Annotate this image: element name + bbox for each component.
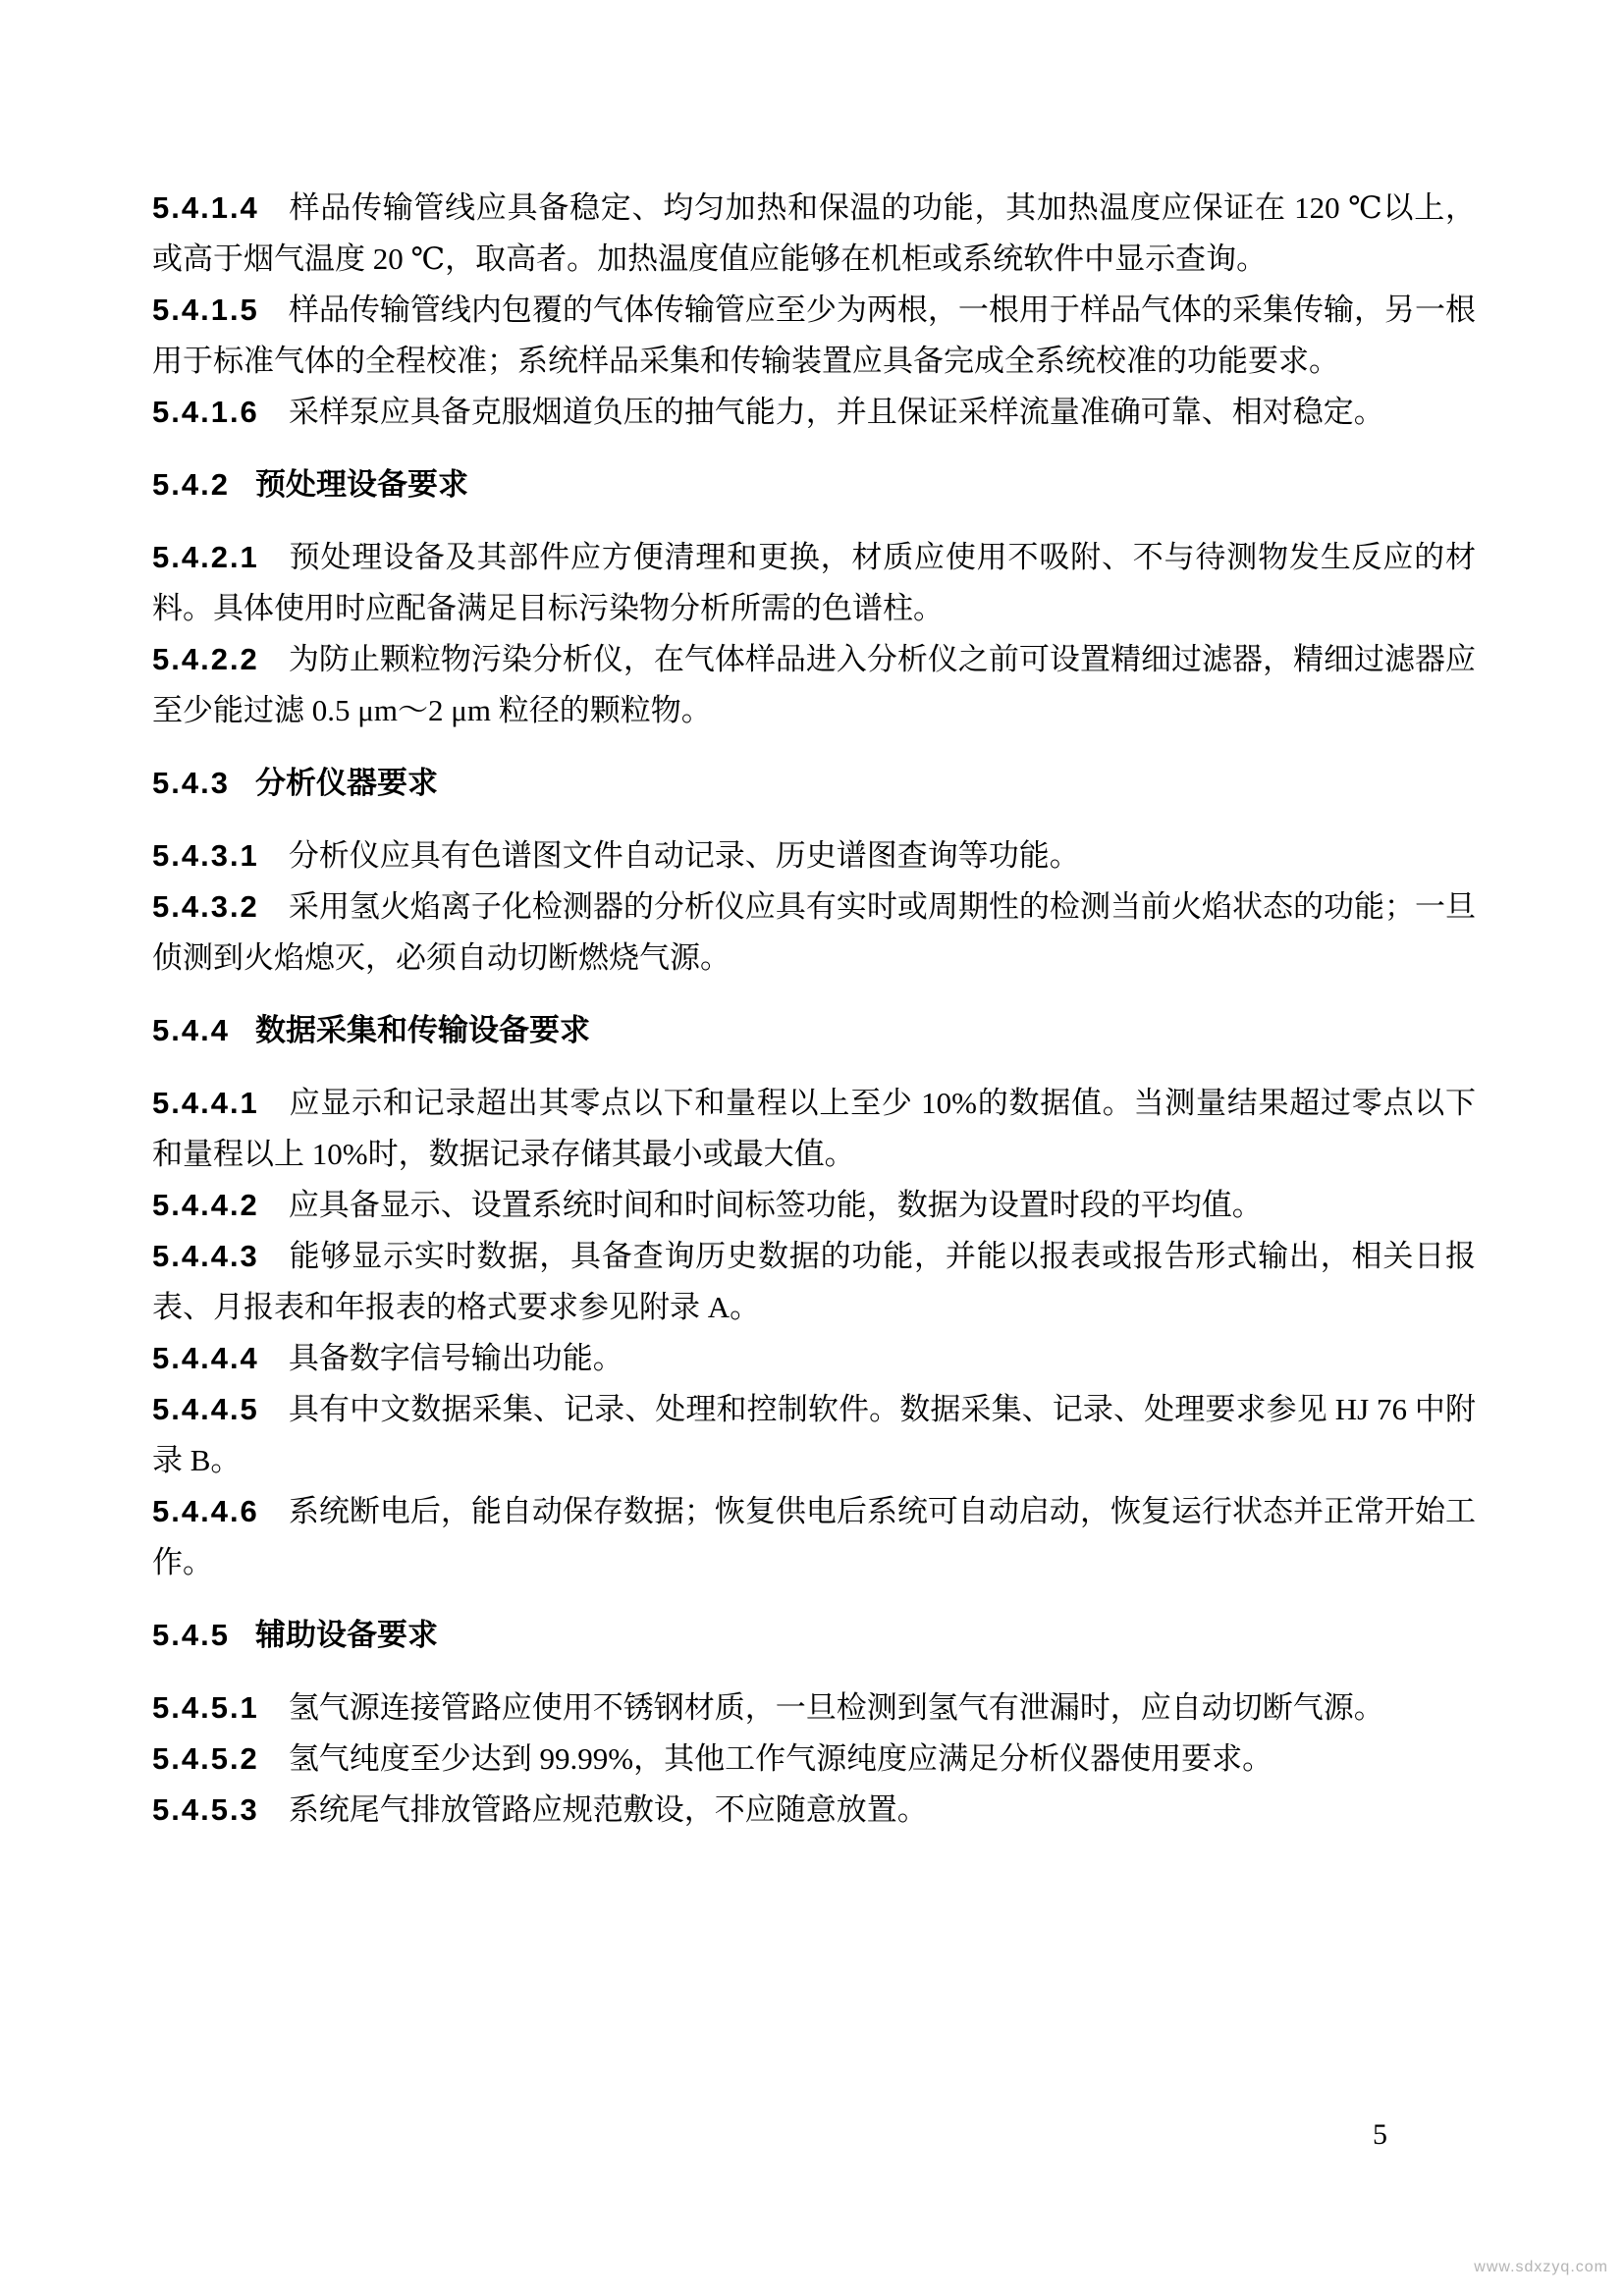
clause-number: 5.4.4.2 xyxy=(152,1188,259,1222)
clause-text: 为防止颗粒物污染分析仪，在气体样品进入分析仪之前可设置精细过滤器，精细过滤器应至少能过滤 0.5 μm～2 μm 粒径的颗粒物。 xyxy=(152,642,1476,727)
clause-number: 5.4.1.5 xyxy=(152,293,259,327)
section-heading-5-4-2 xyxy=(152,459,1476,510)
clause-5-4-3-2 xyxy=(152,881,1476,984)
clause-5-4-1-4 xyxy=(152,183,1476,285)
clause-text: 预处理设备及其部件应方便清理和更换，材质应使用不吸附、不与待测物发生反应的材料。具体使用时应配备满足目标污染物分析所需的色谱柱。 xyxy=(152,540,1476,625)
clause-5-4-4-3 xyxy=(152,1231,1476,1333)
clause-5-4-3-1 xyxy=(152,830,1476,881)
clause-text: 样品传输管线应具备稳定、均匀加热和保温的功能，其加热温度应保证在 120 ℃以上，或高于烟气温度 20 ℃，取高者。加热温度值应能够在机柜或系统软件中显示查询。 xyxy=(152,190,1476,276)
clause-text: 应具备显示、设置系统时间和时间标签功能，数据为设置时段的平均值。 xyxy=(288,1188,1263,1222)
section-heading-5-4-5 xyxy=(152,1610,1476,1661)
clause-text: 样品传输管线内包覆的气体传输管应至少为两根，一根用于样品气体的采集传输，另一根用于标准气体的全程校准；系统样品采集和传输装置应具备完成全系统校准的功能要求。 xyxy=(152,293,1476,378)
clause-number: 5.4.4.1 xyxy=(152,1086,259,1120)
heading-number: 5.4.5 xyxy=(152,1618,230,1652)
clause-number: 5.4.4.6 xyxy=(152,1494,259,1528)
heading-title: 预处理设备要求 xyxy=(254,467,468,502)
clause-number: 5.4.5.1 xyxy=(152,1690,259,1725)
clause-number: 5.4.3.1 xyxy=(152,838,259,873)
clause-5-4-4-6 xyxy=(152,1486,1476,1588)
clause-5-4-2-2 xyxy=(152,634,1476,736)
clause-5-4-4-1 xyxy=(152,1078,1476,1180)
clause-number: 5.4.4.5 xyxy=(152,1392,259,1426)
clause-text: 系统尾气排放管路应规范敷设，不应随意放置。 xyxy=(288,1792,928,1827)
clause-text: 能够显示实时数据，具备查询历史数据的功能，并能以报表或报告形式输出，相关日报表、月报表和年报表的格式要求参见附录 A。 xyxy=(152,1239,1476,1324)
heading-number: 5.4.2 xyxy=(152,467,230,502)
clause-text: 采样泵应具备克服烟道负压的抽气能力，并且保证采样流量准确可靠、相对稳定。 xyxy=(288,395,1384,429)
clause-number: 5.4.5.3 xyxy=(152,1792,259,1827)
clause-text: 氢气纯度至少达到 99.99%，其他工作气源纯度应满足分析仪器使用要求。 xyxy=(288,1741,1273,1776)
heading-title: 分析仪器要求 xyxy=(254,766,438,800)
clause-number: 5.4.1.4 xyxy=(152,190,259,225)
watermark: www.sdxzyq.com xyxy=(1474,2259,1608,2275)
clause-text: 应显示和记录超出其零点以下和量程以上至少 10%的数据值。当测量结果超过零点以下和量程以上 10%时，数据记录存储其最小或最大值。 xyxy=(152,1086,1476,1171)
clause-5-4-5-1 xyxy=(152,1682,1476,1734)
clause-text: 氢气源连接管路应使用不锈钢材质，一旦检测到氢气有泄漏时，应自动切断气源。 xyxy=(288,1690,1384,1725)
clause-5-4-1-6 xyxy=(152,387,1476,438)
page-number: 5 xyxy=(1373,2118,1387,2151)
clause-5-4-5-3 xyxy=(152,1785,1476,1836)
clause-5-4-2-1 xyxy=(152,532,1476,634)
clause-number: 5.4.5.2 xyxy=(152,1741,259,1776)
clause-number: 5.4.2.2 xyxy=(152,642,259,676)
section-heading-5-4-3 xyxy=(152,758,1476,809)
clause-5-4-4-2 xyxy=(152,1180,1476,1231)
clause-number: 5.4.4.4 xyxy=(152,1341,259,1375)
clause-number: 5.4.3.2 xyxy=(152,889,259,924)
clause-number: 5.4.2.1 xyxy=(152,540,259,574)
clause-5-4-4-4 xyxy=(152,1333,1476,1384)
heading-title: 辅助设备要求 xyxy=(254,1618,438,1652)
clause-text: 采用氢火焰离子化检测器的分析仪应具有实时或周期性的检测当前火焰状态的功能；一旦侦测到火焰熄灭，必须自动切断燃烧气源。 xyxy=(152,889,1476,975)
clause-5-4-1-5 xyxy=(152,285,1476,387)
document-content xyxy=(152,183,1476,1836)
heading-title: 数据采集和传输设备要求 xyxy=(254,1013,590,1047)
heading-number: 5.4.3 xyxy=(152,766,230,800)
clause-5-4-5-2 xyxy=(152,1734,1476,1785)
clause-number: 5.4.4.3 xyxy=(152,1239,259,1273)
clause-number: 5.4.1.6 xyxy=(152,395,259,429)
clause-text: 分析仪应具有色谱图文件自动记录、历史谱图查询等功能。 xyxy=(288,838,1080,873)
clause-text: 具有中文数据采集、记录、处理和控制软件。数据采集、记录、处理要求参见 HJ 76 中附录 B。 xyxy=(152,1392,1476,1477)
clause-text: 系统断电后，能自动保存数据；恢复供电后系统可自动启动，恢复运行状态并正常开始工作。 xyxy=(152,1494,1476,1579)
heading-number: 5.4.4 xyxy=(152,1013,230,1047)
clause-text: 具备数字信号输出功能。 xyxy=(288,1341,623,1375)
clause-5-4-4-5 xyxy=(152,1384,1476,1486)
section-heading-5-4-4 xyxy=(152,1005,1476,1056)
